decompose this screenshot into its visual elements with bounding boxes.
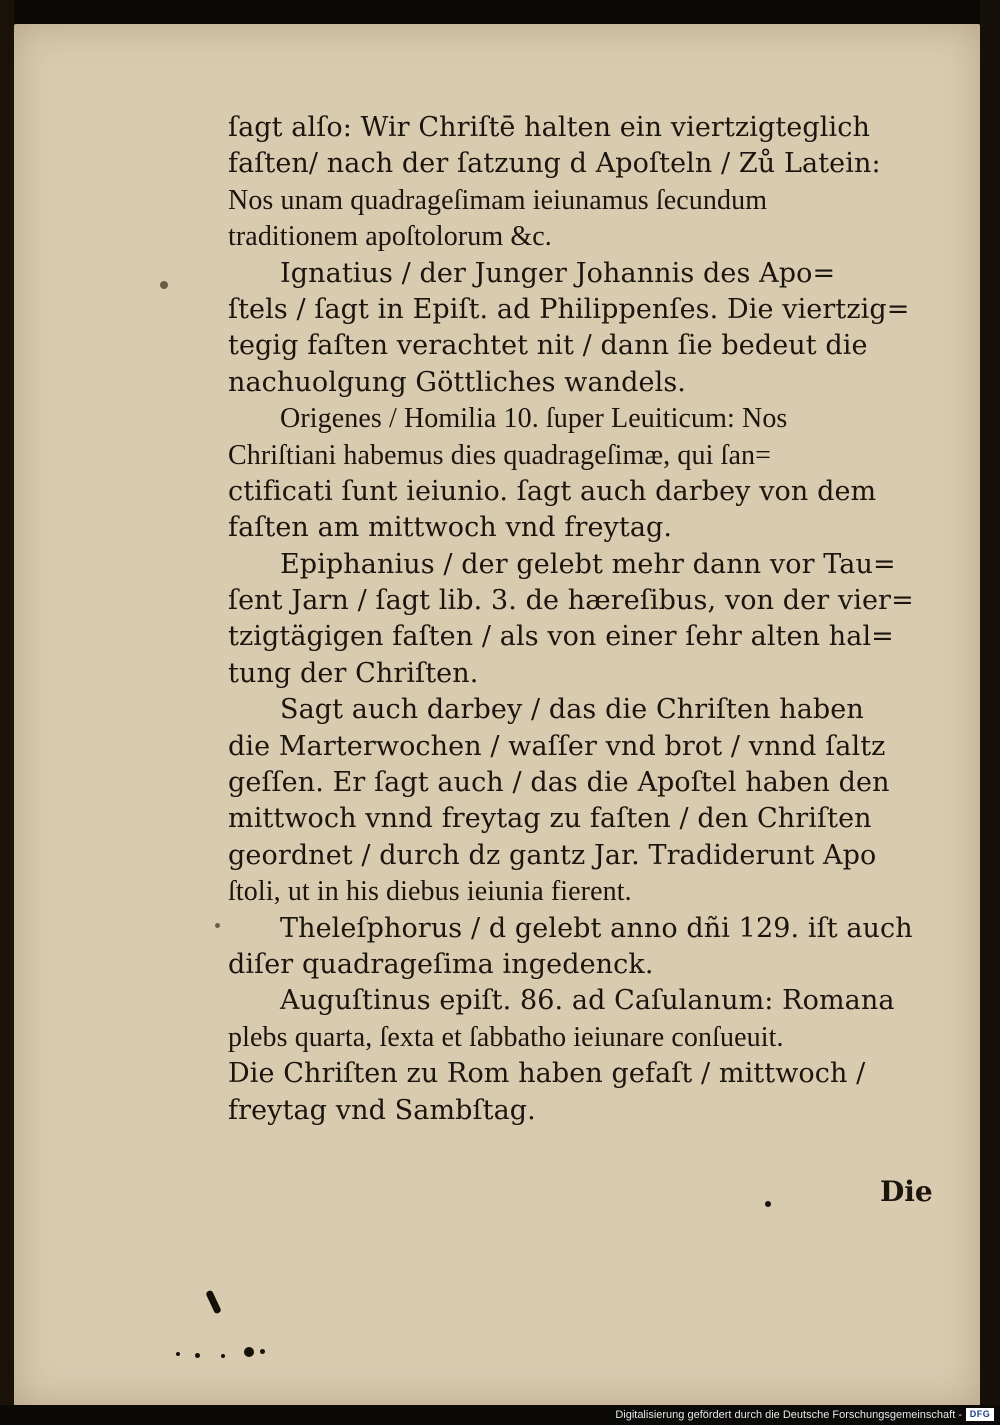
margin-mark [160, 281, 168, 289]
text-line: Sagt auch darbey / das die Chriſten haben [280, 694, 864, 726]
text-line: geordnet / durch dz gantz Jar. Tradiderunt Apo [228, 839, 877, 871]
catchword: Die [880, 1175, 933, 1208]
scan-background-right [980, 0, 1000, 1405]
text-line: Auguſtinus epiſt. 86. ad Caſulanum: Romana [280, 985, 895, 1017]
text-line: mittwoch vnnd freytag zu faſten / den Chriſten [228, 803, 872, 835]
funding-credit: Digitalisierung gefördert durch die Deutsche Forschungsgemeinschaft - [615, 1409, 962, 1421]
text-line: tzigtägigen faſten / als von einer ſehr alten hal= [228, 621, 894, 653]
text-line: Nos unam quadrageſimam ieiunamus ſecundum [228, 184, 768, 216]
text-line: geſſen. Er ſagt auch / das die Apoſtel haben den [228, 767, 890, 799]
text-line: Origenes / Homilia 10. ſuper Leuiticum: Nos [280, 403, 788, 435]
text-line: Chriſtiani habemus dies quadrageſimæ, qui ſan= [228, 439, 771, 471]
ink-speck [215, 923, 220, 928]
text-line: die Marterwochen / waſſer vnd brot / vnnd ſaltz [228, 730, 886, 762]
text-line: ſagt alſo: Wir Chriſtē halten ein viertzigteglich [228, 112, 870, 143]
ink-speck [221, 1354, 225, 1358]
text-line: ſent Jarn / ſagt lib. 3. de hæreſibus, von der vier= [228, 585, 914, 617]
text-line: faſten/ nach der ſatzung d Apoſteln / Zů Latein: [228, 148, 881, 180]
text-line: ctificati ſunt ieiunio. ſagt auch darbey von dem [228, 475, 877, 507]
text-line: Die Chriſten zu Rom haben gefaſt / mittwoch / [228, 1058, 866, 1090]
ink-speck [260, 1349, 265, 1354]
page-text [228, 110, 958, 1129]
text-line: diſer quadrageſima ingedenck. [228, 948, 654, 980]
text-line: Theleſphorus / d gelebt anno dñi 129. iſt auch [280, 912, 913, 944]
ink-speck [244, 1347, 254, 1357]
text-line: Ignatius / der Junger Johannis des Apo= [280, 257, 836, 289]
ink-speck [195, 1353, 200, 1358]
ink-speck [765, 1201, 771, 1207]
text-line: ſtoli, ut in his diebus ieiunia fierent. [228, 876, 632, 908]
text-line: tegig faſten verachtet nit / dann ſie bedeut die [228, 330, 868, 362]
text-line: traditionem apoſtolorum &c. [228, 221, 552, 253]
ink-speck [176, 1352, 180, 1356]
text-line: tung der Chriſten. [228, 657, 479, 689]
text-line: nachuolgung Göttliches wandels. [228, 366, 686, 398]
dfg-logo: DFG [966, 1408, 994, 1421]
text-line: ſtels / ſagt in Epiſt. ad Philippenſes. Die viertzig= [228, 293, 910, 325]
text-line: freytag vnd Sambſtag. [228, 1094, 536, 1126]
book-spine-edge [0, 0, 14, 1425]
text-line: plebs quarta, ſexta et ſabbatho ieiunare conſueuit. [228, 1021, 784, 1053]
text-line: Epiphanius / der gelebt mehr dann vor Tau= [280, 548, 896, 580]
text-line: faſten am mittwoch vnd freytag. [228, 512, 673, 544]
